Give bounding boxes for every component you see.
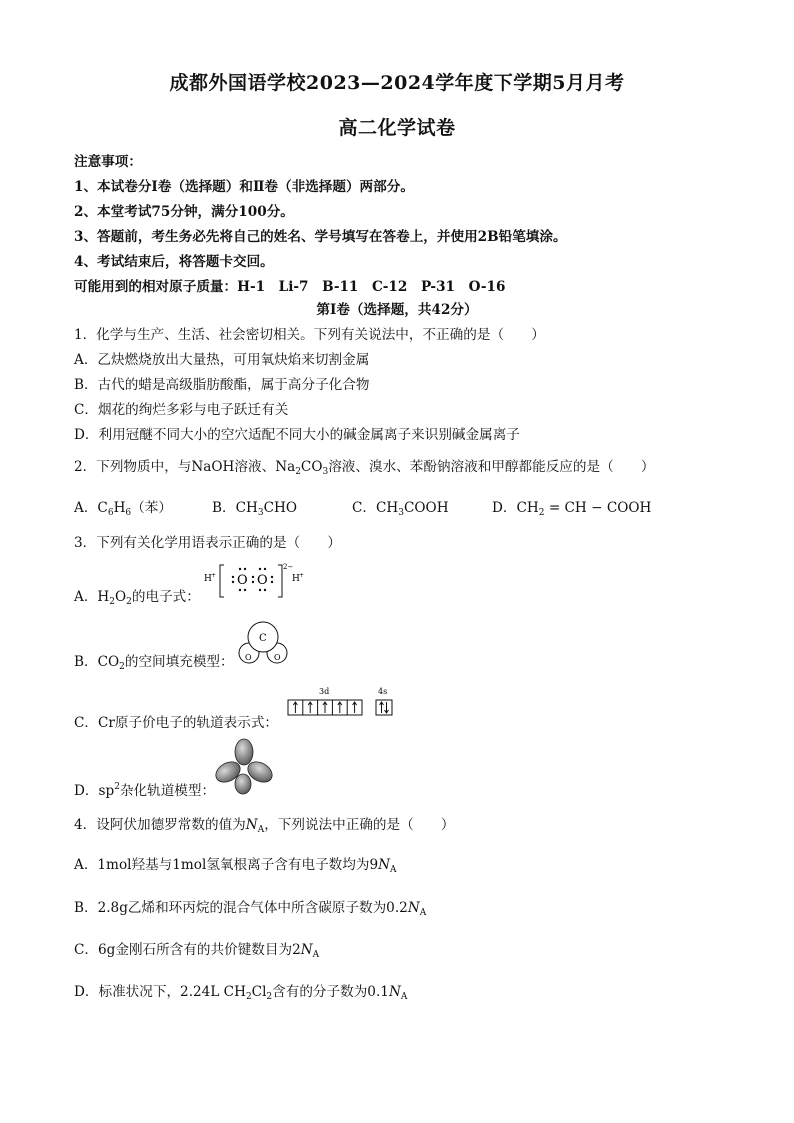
svg-text:H: H — [204, 574, 212, 584]
co2-formula: $CO_2$ — [97, 654, 125, 672]
q2-option-b: B．$CH_3CHO$ — [212, 500, 297, 518]
svg-text:+: + — [299, 572, 305, 579]
svg-text:O: O — [257, 573, 268, 588]
q2-option-a: A．$C_6H_6$（苯） — [74, 500, 172, 518]
q2-option-d: D．$CH_2$ = CH − COOH — [492, 500, 652, 518]
q4-option-c: C．6g金刚石所含有的共价键数目为$2N_A$ — [74, 942, 320, 960]
q4-option-b: B．2.8g乙烯和环丙烷的混合气体中所含碳原子数为$0.2N_A$ — [74, 900, 427, 918]
q2-option-c: C．$CH_3COOH$ — [352, 500, 449, 518]
orbital-3d-label: 3d — [319, 687, 330, 696]
q3-option-d: D．$sp^2$杂化轨道模型： — [74, 782, 216, 799]
note-item-1: 1、本试卷分Ⅰ卷（选择题）和Ⅱ卷（非选择题）两部分。 — [74, 179, 414, 195]
svg-text:O: O — [274, 653, 281, 662]
exam-title: 成都外国语学校2023—2024学年度下学期5月月考 — [169, 72, 625, 94]
section1-title: 第Ⅰ卷（选择题，共42分） — [316, 302, 478, 318]
na2co3-formula: $Na_2CO_3$ — [275, 459, 329, 477]
note-item-3: 3、答题前，考生务必先将自己的姓名、学号填写在答卷上，并使用2B铅笔填涂。 — [74, 229, 567, 245]
q1-stem: 1．化学与生产、生活、社会密切相关。下列有关说法中，不正确的是（ ） — [74, 327, 545, 343]
sp2-hybrid-orbital-model-icon — [212, 738, 276, 796]
q4-stem: 4．设阿伏加德罗常数的值为$N_A$，下列说法中正确的是（ ） — [74, 817, 455, 835]
svg-text:O: O — [245, 653, 252, 662]
note-item-4: 4、考试结束后，将答题卡交回。 — [74, 254, 274, 270]
q1-option-a: A．乙炔燃烧放出大量热，可用氧炔焰来切割金属 — [74, 352, 370, 368]
exam-subtitle: 高二化学试卷 — [338, 117, 456, 139]
h2o2-formula: $H_2O_2$ — [97, 589, 132, 607]
svg-text:H: H — [292, 574, 300, 584]
q3-option-c: C．Cr原子价电子的轨道表示式： — [74, 715, 279, 731]
q3-option-b: B．$CO_2$的空间填充模型： — [74, 654, 234, 672]
svg-text:C: C — [259, 633, 267, 644]
svg-text:O: O — [237, 573, 248, 588]
orbital-4s-label: 4s — [378, 687, 388, 696]
co2-space-filling-model-icon — [235, 620, 291, 666]
atomic-masses: 可能用到的相对原子质量：H-1 Li-7 B-11 C-12 P-31 O-16 — [74, 279, 506, 295]
svg-text:2−: 2− — [283, 563, 294, 571]
q4-option-a: A．1mol羟基与1mol氢氧根离子含有电子数均为$9N_A$ — [74, 857, 397, 875]
notes-heading: 注意事项： — [74, 154, 142, 170]
note-item-2: 2、本堂考试75分钟，满分100分。 — [74, 204, 294, 220]
q1-option-c: C．烟花的绚烂多彩与电子跃迁有关 — [74, 402, 289, 418]
q4-option-d: D．标准状况下，2.24L $CH_2Cl_2$含有的分子数为$0.1N_A$ — [74, 984, 408, 1002]
q1-option-d: D．利用冠醚不同大小的空穴适配不同大小的碱金属离子来识别碱金属离子 — [74, 427, 520, 443]
q3-stem: 3．下列有关化学用语表示正确的是（ ） — [74, 535, 341, 551]
sp2-label: $sp^2$ — [98, 782, 120, 799]
svg-text:+: + — [211, 572, 217, 579]
cr-orbital-diagram-icon — [286, 686, 398, 722]
q3-option-a: A．$H_2O_2$的电子式： — [74, 589, 200, 607]
q1-option-b: B．古代的蜡是高级脂肪酸酯，属于高分子化合物 — [74, 377, 370, 393]
q2-stem: 2．下列物质中，与NaOH溶液、$Na_2CO_3$溶液、溴水、苯酚钠溶液和甲醇都能反应的是（ ） — [74, 459, 655, 477]
h2o2-electron-formula-icon — [200, 562, 318, 602]
benzene-formula: $C_6H_6$ — [97, 500, 132, 518]
